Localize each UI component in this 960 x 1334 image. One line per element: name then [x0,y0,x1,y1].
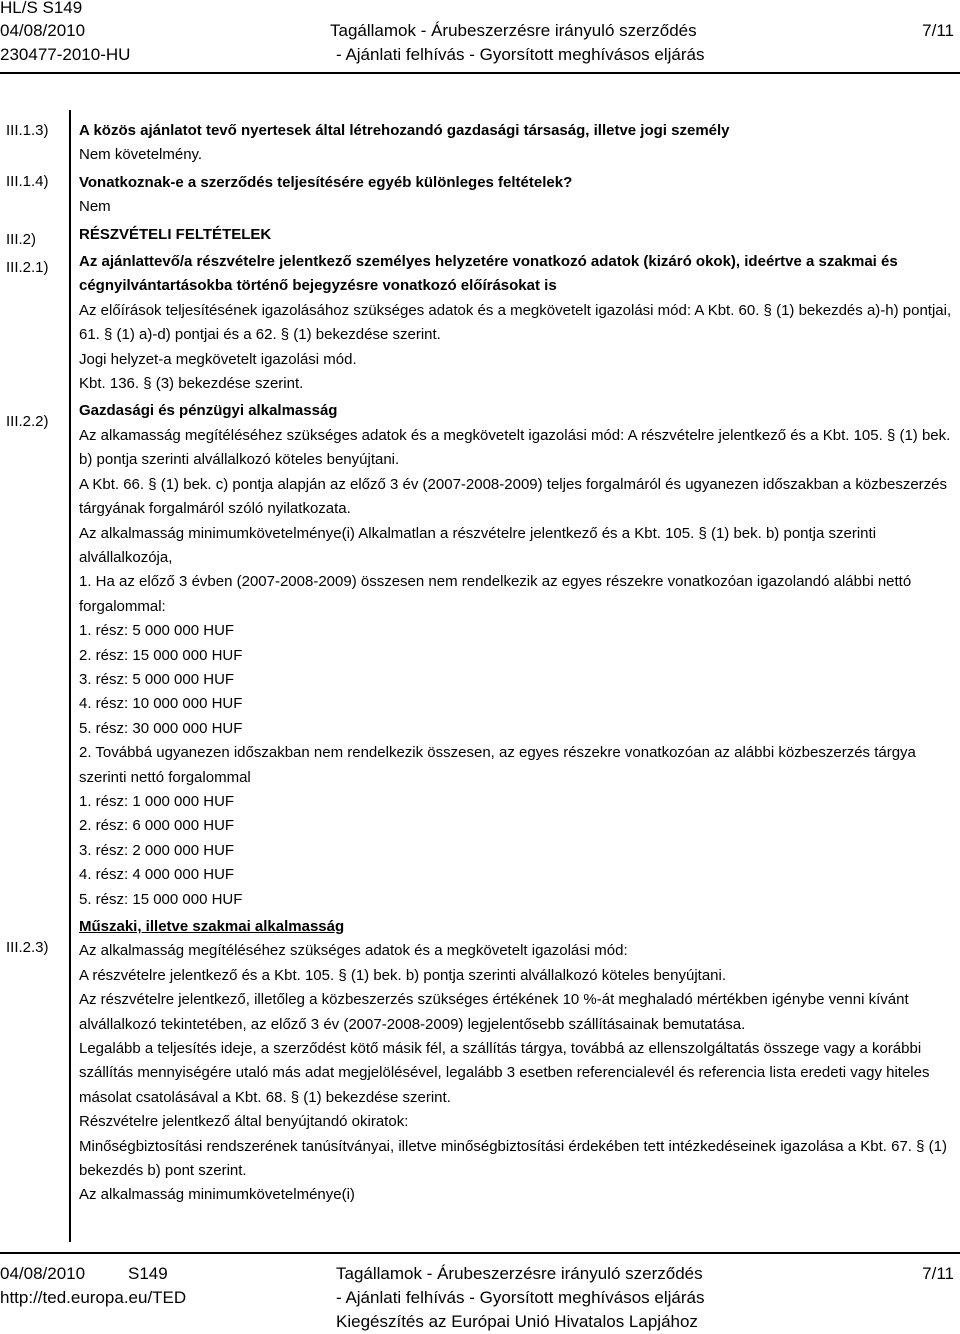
header-ref: 230477-2010-HU [0,45,131,64]
paragraph: Az előírások teljesítésének igazolásához szükséges adatok és a megkövetelt igazolási mód: A Kbt. 60. § (1) bekezdés a)-h) pontjai, 61. § (1) a)-d) pontjai és a 62. § (1) bekezdése szerint. [79,301,952,344]
section-number-iii-1-4: III.1.4) [6,173,49,190]
paragraph: Legalább a teljesítés ideje, a szerződést kötő másik fél, a szállítás tárgya, továbbá az ellenszolgáltatás összege vagy a korábbi szállítás mennyiségére utaló más adat megjelölésével, legalább 3 esetben referencialevél és referencia lista eredeti vagy hiteles másolat csatolásával a Kbt. 68. § (1) bekezdése szerint. [79,1040,930,1106]
header-date: 04/08/2010 [0,21,86,40]
page-footer [0,1256,960,1334]
list-item: 3. rész: 2 000 000 HUF [79,841,235,859]
paragraph: A részvételre jelentkező és a Kbt. 105. § (1) bek. b) pontja szerinti alvállalkozó köteles benyújtani. [79,966,727,984]
footer-page-number: 7/11 [922,1264,954,1283]
paragraph: 2. Továbbá ugyanezen időszakban nem rendelkezik összesen, az egyes részekre vonatkozóan az alábbi közbeszerzés tárgya szerinti nettó forgalommal [79,744,916,786]
section-number-iii-2: III.2) [6,231,37,248]
paragraph: Az alkalmasság megítéléséhez szükséges adatok és a megkövetelt igazolási mód: [79,942,628,960]
section-title-personal-situation: Az ajánlattevő/a részvételre jelentkező személyes helyzetére vonatkozó adatok (kizáró okok), ideértve a szakmai és cégnyilvántartásokba történő bejegyzésre vonatkozó előírásokat is [79,253,898,295]
list-item: 5. rész: 15 000 000 HUF [79,890,243,908]
section-title-economic-capacity: Gazdasági és pénzügyi alkalmasság [79,402,338,420]
paragraph: Részvételre jelentkező által benyújtandó okiratok: [79,1113,409,1131]
footer-title-line3: Kiegészítés az Európai Unió Hivatalos Lapjához [336,1312,698,1331]
paragraph: Kbt. 136. § (3) bekezdése szerint. [79,375,304,393]
section-value-special-conditions: Nem [79,198,111,216]
section-title-special-conditions: Vonatkoznak-e a szerződés teljesítésére egyéb különleges feltételek? [79,173,573,191]
footer-title-line1: Tagállamok - Árubeszerzésre irányuló szerződés [336,1264,703,1283]
header-page-number: 7/11 [922,21,954,40]
list-item: 3. rész: 5 000 000 HUF [79,670,235,688]
list-item: 4. rész: 4 000 000 HUF [79,866,235,884]
document-body [79,119,957,1208]
section-title-technical-capacity: Műszaki, illetve szakmai alkalmasság [79,918,345,935]
section-number-iii-2-2: III.2.2) [6,413,49,430]
footer-divider [0,1252,960,1254]
paragraph: Jogi helyzet-a megkövetelt igazolási mód. [79,350,357,368]
section-column-divider [69,110,71,1242]
paragraph: Az alkalmasság minimumkövetelménye(i) [79,1186,355,1204]
header-divider [0,72,960,74]
page-header [0,0,960,72]
list-item: 5. rész: 30 000 000 HUF [79,719,243,737]
section-number-iii-1-3: III.1.3) [6,122,49,139]
paragraph: 1. Ha az előző 3 évben (2007-2008-2009) összesen nem rendelkezik az egyes részekre vonatkozóan igazolandó alábbi nettó forgalommal: [79,573,912,615]
list-item: 1. rész: 1 000 000 HUF [79,792,235,810]
paragraph: Az alkamasság megítéléséhez szükséges adatok és a megkövetelt igazolási mód: A részvételre jelentkező és a Kbt. 105. § (1) bek. b) pontja szerinti alvállalkozó köteles benyújtani. [79,426,951,469]
paragraph: Az részvételre jelentkező, illetőleg a közbeszerzés szükséges értékének 10 %-át meghaladó mértékben igénybe venni kívánt alvállalkozó tekintetében, az előző 3 év (2007-2008-2009) legjelentősebb szállításainak bemutatása. [79,991,909,1033]
section-title-joint-venture: A közös ajánlatot tevő nyertesek által létrehozandó gazdasági társaság, illetve jogi személy [79,122,730,139]
section-number-iii-2-3: III.2.3) [6,939,49,956]
header-title-line2: - Ajánlati felhívás - Gyorsított meghívásos eljárás [336,45,705,64]
footer-issue: S149 [128,1264,168,1283]
paragraph: A Kbt. 66. § (1) bek. c) pontja alapján az előző 3 év (2007-2008-2009) teljes forgalmáról és ugyanezen időszakban a közbeszerzés tárgyának forgalmáról szóló nyilatkozata. [79,475,948,518]
list-item: 2. rész: 6 000 000 HUF [79,817,235,835]
footer-date: 04/08/2010 [0,1264,86,1283]
footer-title-line2: - Ajánlati felhívás - Gyorsított meghívásos eljárás [336,1288,705,1307]
list-item: 2. rész: 15 000 000 HUF [79,646,243,664]
section-value-joint-venture: Nem követelmény. [79,146,203,164]
list-item: 4. rész: 10 000 000 HUF [79,695,243,713]
footer-url-link[interactable]: http://ted.europa.eu/TED [0,1288,187,1307]
header-title-line1: Tagállamok - Árubeszerzésre irányuló szerződés [330,21,697,40]
paragraph: Az alkalmasság minimumkövetelménye(i) Alkalmatlan a részvételre jelentkező és a Kbt. 105. § (1) bek. b) pontja szerinti alvállalkozója, [79,524,877,566]
section-title-participation-conditions: RÉSZVÉTELI FELTÉTELEK [79,225,272,243]
header-doc-id: HL/S S149 [0,0,83,17]
list-item: 1. rész: 5 000 000 HUF [79,622,235,640]
paragraph: Minőségbiztosítási rendszerének tanúsítványai, illetve minőségbiztosítási érdekében tett intézkedéseinek igazolása a Kbt. 67. § (1) bekezdés b) pont szerint. [79,1137,947,1180]
section-number-iii-2-1: III.2.1) [6,259,49,276]
